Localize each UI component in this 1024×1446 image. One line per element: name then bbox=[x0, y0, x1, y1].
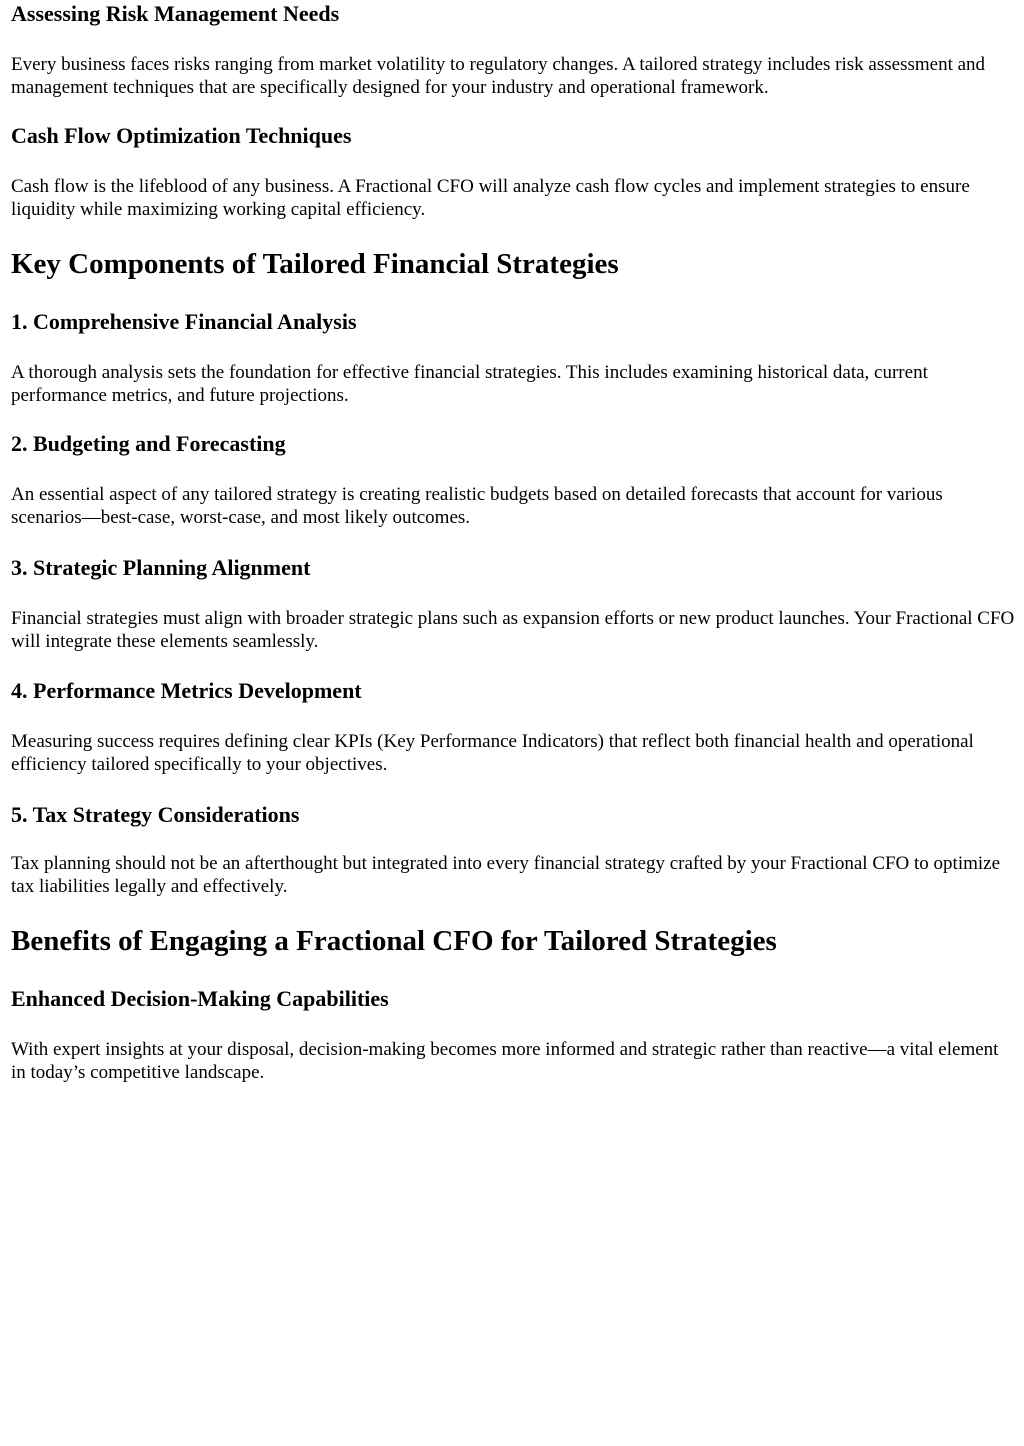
paragraph-budgeting: An essential aspect of any tailored strategy is creating realistic budgets based on detailed forecasts that account for various scenarios—best-case, worst-case, and most likely outcomes. bbox=[11, 484, 943, 528]
paragraph-strategic-planning: Financial strategies must align with broader strategic plans such as expansion efforts or new product launches. Your Fractional CFO will integrate these elements seamlessly. bbox=[11, 608, 1015, 652]
paragraph-cash-flow: Cash flow is the lifeblood of any business. A Fractional CFO will analyze cash flow cycles and implement strategies to ensure liquidity while maximizing working capital efficiency. bbox=[11, 176, 970, 220]
paragraph-financial-analysis: A thorough analysis sets the foundation for effective financial strategies. This includes examining historical data, current performance metrics, and future projections. bbox=[11, 362, 928, 406]
heading-key-components: Key Components of Tailored Financial Strategies bbox=[11, 248, 619, 280]
heading-strategic-planning: 3. Strategic Planning Alignment bbox=[11, 555, 311, 580]
heading-tax-strategy: 5. Tax Strategy Considerations bbox=[11, 802, 300, 827]
paragraph-decision-making: With expert insights at your disposal, decision-making becomes more informed and strategic rather than reactive—a vital element in today’s competitive landscape. bbox=[11, 1039, 999, 1083]
heading-cash-flow: Cash Flow Optimization Techniques bbox=[11, 123, 352, 148]
heading-financial-analysis: 1. Comprehensive Financial Analysis bbox=[11, 309, 357, 334]
heading-decision-making: Enhanced Decision-Making Capabilities bbox=[11, 986, 389, 1011]
paragraph-tax-strategy: Tax planning should not be an afterthought but integrated into every financial strategy crafted by your Fractional CFO to optimize tax liabilities legally and effectively. bbox=[11, 853, 1001, 897]
heading-budgeting: 2. Budgeting and Forecasting bbox=[11, 431, 286, 456]
heading-performance-metrics: 4. Performance Metrics Development bbox=[11, 678, 362, 703]
paragraph-performance-metrics: Measuring success requires defining clear KPIs (Key Performance Indicators) that reflect both financial health and operational efficiency tailored specifically to your objectives. bbox=[11, 731, 974, 775]
heading-risk-management: Assessing Risk Management Needs bbox=[11, 1, 340, 26]
paragraph-risk-management: Every business faces risks ranging from market volatility to regulatory changes. A tailored strategy includes risk assessment and management techniques that are specifically designed for your industry and operational framework. bbox=[11, 54, 986, 98]
heading-benefits: Benefits of Engaging a Fractional CFO for Tailored Strategies bbox=[11, 925, 777, 957]
